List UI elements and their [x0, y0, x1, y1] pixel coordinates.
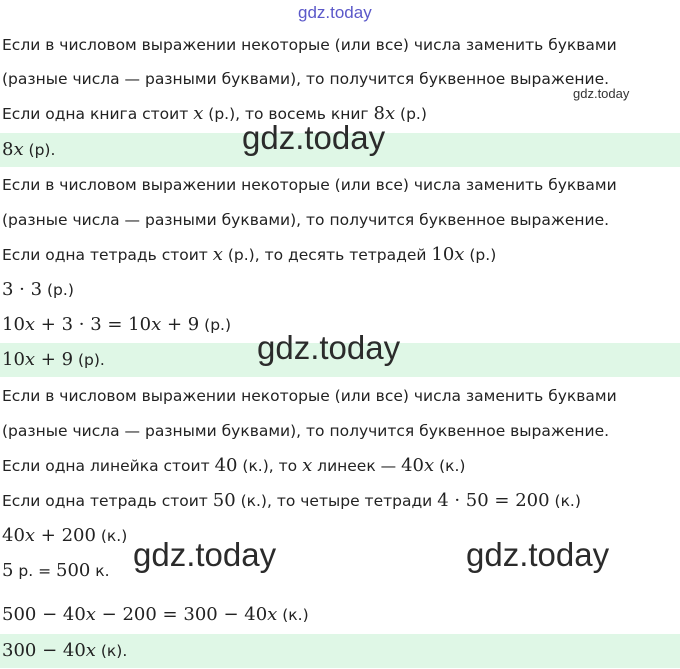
- text-line-14: [0, 484, 680, 518]
- text: (р.): [395, 105, 427, 123]
- text: Если одна книга стоит: [2, 105, 194, 123]
- text: (р.): [42, 281, 74, 299]
- math-num: 10: [431, 244, 455, 265]
- math-var: x: [24, 349, 36, 370]
- text: (к).: [95, 642, 128, 660]
- math-num: 40: [214, 455, 238, 476]
- math-var: x: [85, 640, 96, 661]
- text: (р.): [199, 316, 232, 334]
- math-num: 8: [2, 139, 14, 160]
- text-line-13: [0, 449, 680, 483]
- math-num: 50: [212, 490, 236, 511]
- text-line-5: Если в числовом выражении некоторые (или все) числа заменить буквами: [2, 176, 617, 194]
- watermark-3: gdz.today: [133, 536, 277, 573]
- math-num: 300 − 40: [2, 640, 86, 661]
- math-var: x: [85, 604, 96, 625]
- text-line-12: (разные числа — разными буквами), то получится буквенное выражение.: [2, 422, 610, 440]
- math-num: 4 · 50 = 200: [437, 490, 550, 511]
- watermark-2: gdz.today: [257, 329, 401, 366]
- text: (к.): [434, 457, 466, 475]
- math-num: 500 − 40: [2, 604, 86, 625]
- text: к.: [90, 562, 110, 580]
- text: (к.): [277, 606, 309, 624]
- math-var: x: [384, 103, 396, 124]
- math-var: x: [24, 314, 36, 335]
- math-num: − 200 = 300 − 40: [95, 604, 268, 625]
- text-line-8: [0, 273, 680, 307]
- text: (к.), то: [237, 457, 303, 475]
- text: (р).: [73, 351, 105, 369]
- math-num: 500: [56, 560, 91, 581]
- text: (р).: [23, 141, 56, 159]
- math-var: x: [302, 455, 313, 476]
- text-line-2: (разные числа — разными буквами), то получится буквенное выражение.: [2, 70, 610, 88]
- watermark-1: gdz.today: [242, 119, 386, 156]
- math-var: x: [267, 604, 278, 625]
- text-line-1: Если в числовом выражении некоторые (или все) числа заменить буквами: [2, 36, 617, 54]
- watermark-4: gdz.today: [466, 536, 610, 573]
- math-num: 3 · 3: [2, 279, 43, 300]
- text: линеек —: [312, 457, 402, 475]
- text: (р.), то десять тетрадей: [222, 246, 432, 264]
- text: р. =: [13, 562, 56, 580]
- math-num: 8: [373, 103, 385, 124]
- math-num: + 9: [161, 314, 200, 335]
- math-var: x: [423, 455, 435, 476]
- math-var: x: [13, 139, 24, 160]
- math-num: 40: [2, 525, 25, 546]
- math-num: 5: [2, 560, 14, 581]
- watermark-small: gdz.today: [573, 86, 630, 101]
- math-var: x: [454, 244, 465, 265]
- math-num: + 9: [35, 349, 74, 370]
- text: (к.): [95, 527, 128, 545]
- text: Если одна линейка стоит: [2, 457, 215, 475]
- text-line-17: [0, 598, 680, 632]
- math-num: 10: [2, 314, 25, 335]
- text: Если одна тетрадь стоит: [2, 246, 213, 264]
- math-var: x: [24, 525, 36, 546]
- text: (р.): [464, 246, 497, 264]
- text: (к.): [549, 492, 581, 510]
- text-line-7: [0, 238, 680, 272]
- math-var: x: [193, 103, 204, 124]
- text: (к.), то четыре тетради: [235, 492, 438, 510]
- math-num: 10: [2, 349, 25, 370]
- text: (р.), то восемь книг: [203, 105, 374, 123]
- math-var: x: [212, 244, 223, 265]
- math-var: x: [151, 314, 162, 335]
- math-num: + 200: [35, 525, 96, 546]
- text-line-11: Если в числовом выражении некоторые (или все) числа заменить буквами: [2, 387, 617, 405]
- watermark-top: gdz.today: [298, 3, 372, 22]
- math-num: + 3 · 3 = 10: [35, 314, 152, 335]
- text: Если одна тетрадь стоит: [2, 492, 213, 510]
- text-line-6: (разные числа — разными буквами), то получится буквенное выражение.: [2, 211, 610, 229]
- math-num: 40: [401, 455, 424, 476]
- answer-line-3: [0, 634, 680, 668]
